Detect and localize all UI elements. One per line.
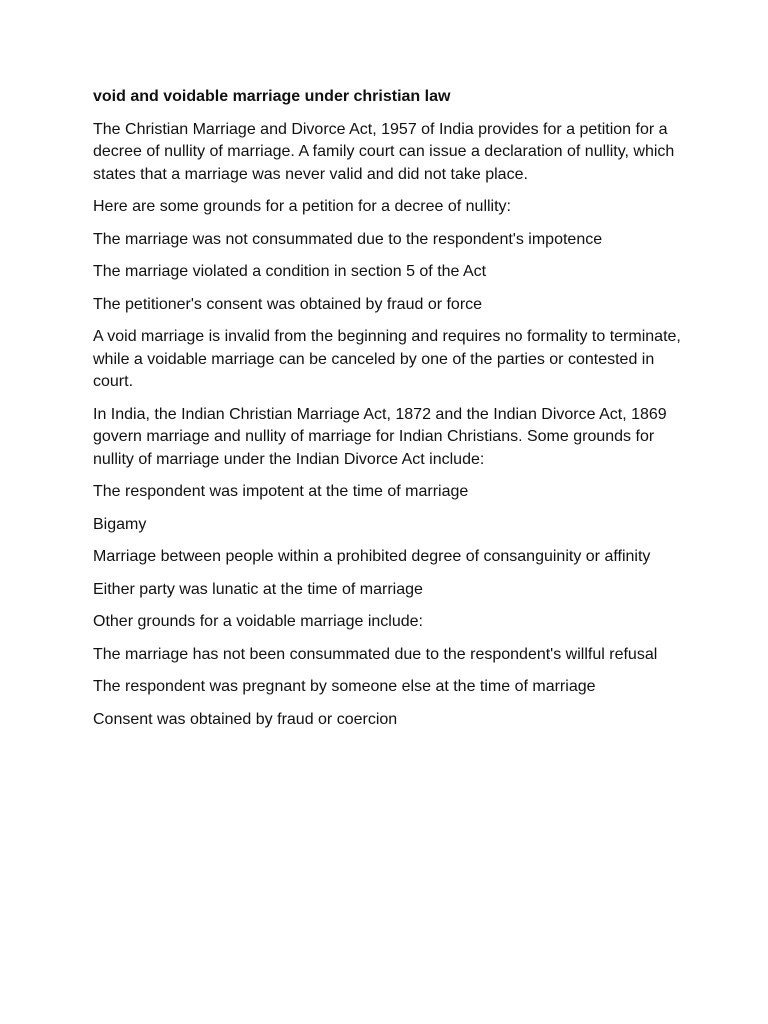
paragraph: A void marriage is invalid from the beginning and requires no formality to terminate, while a voidable marriage can be canceled by one of the parties or contested in court. — [93, 328, 681, 390]
document-title: void and voidable marriage under christian law — [93, 88, 451, 105]
paragraph: The marriage has not been consummated due to the respondent's willful refusal — [93, 645, 658, 663]
paragraph: The Christian Marriage and Divorce Act, 1957 of India provides for a petition for a decree of nullity of marriage. A family court can issue a declaration of nullity, which states that a marriage was never valid and did not take place. — [93, 120, 675, 183]
paragraph: Consent was obtained by fraud or coercion — [93, 710, 398, 728]
paragraph: The respondent was pregnant by someone else at the time of marriage — [93, 678, 596, 695]
paragraph: The marriage violated a condition in section 5 of the Act — [93, 263, 487, 280]
paragraph: In India, the Indian Christian Marriage Act, 1872 and the Indian Divorce Act, 1869 govern marriage and nullity of marriage for Indian Christians. Some grounds for nullity of marriage under the Indian Divorce Act include: — [93, 405, 667, 468]
paragraph: The marriage was not consummated due to the respondent's impotence — [93, 230, 603, 248]
paragraph: The respondent was impotent at the time of marriage — [93, 483, 469, 500]
paragraph: Marriage between people within a prohibited degree of consanguinity or affinity — [93, 548, 651, 565]
paragraph: The petitioner's consent was obtained by fraud or force — [93, 295, 483, 313]
paragraph: Other grounds for a voidable marriage include: — [93, 613, 423, 630]
paragraph: Here are some grounds for a petition for a decree of nullity: — [93, 198, 511, 215]
paragraph: Bigamy — [93, 515, 147, 533]
document-page — [93, 86, 683, 741]
paragraph: Either party was lunatic at the time of marriage — [93, 580, 423, 598]
